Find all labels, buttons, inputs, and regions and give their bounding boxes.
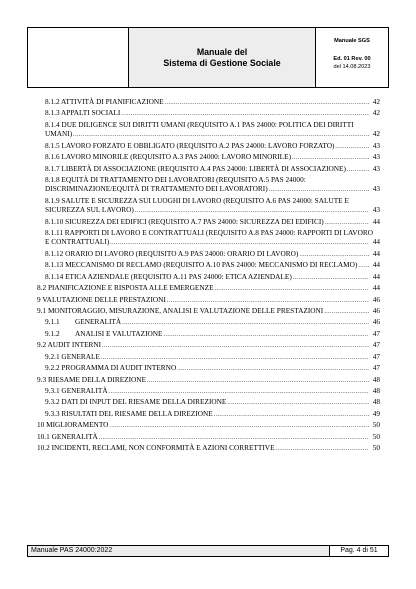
toc-entry[interactable] <box>37 249 380 260</box>
logo-area <box>28 28 129 87</box>
toc-entry-text: 8.1.13 MECCANISMO DI RECLAMO (REQUISITO A.10 PAS 24000: MECCANISMO DI RECLAMO) <box>45 260 358 270</box>
toc-entry-text: 9.3.3 RISULTATI DEL RIESAME DELLA DIREZIONE <box>45 408 213 418</box>
toc-page-number: 49 <box>372 408 380 418</box>
toc-page-number: 48 <box>372 397 380 407</box>
toc-leader <box>109 388 369 397</box>
toc-page-number: 44 <box>372 271 380 281</box>
doc-edition: Ed. 01 Rev. 00 <box>333 56 371 62</box>
toc-page-number: 46 <box>372 317 380 327</box>
toc-page-number: 50 <box>372 431 380 441</box>
header-doc-info <box>316 28 388 87</box>
toc-entry[interactable] <box>37 152 380 163</box>
toc-entry-text: DISCRIMINAZIONE/EQUITÀ DI TRATTAMENTO DEI LAVORATORI) <box>45 184 268 194</box>
toc-leader <box>293 274 369 283</box>
toc-entry-text: 10.1 GENERALITÀ <box>37 431 98 441</box>
toc-entry-text: 9.2 AUDIT INTERNI <box>37 340 102 350</box>
toc-entry[interactable] <box>37 129 380 140</box>
toc-page-number: 43 <box>372 140 380 150</box>
toc-page-number: 47 <box>372 340 380 350</box>
toc-entry-text: SICUREZZA SUL LAVORO) <box>45 205 134 215</box>
toc-entry[interactable] <box>37 443 380 454</box>
toc-leader <box>101 354 369 363</box>
toc-page-number: 43 <box>372 152 380 162</box>
toc-entry-text: 9.3.2 DATI DI INPUT DEL RIESAME DELLA DIREZIONE <box>45 397 227 407</box>
toc-entry-text: 8.1.6 LAVORO MINORILE (REQUISITO A.3 PAS 24000: LAVORO MINORILE) <box>45 152 292 162</box>
toc-entry[interactable] <box>37 375 380 386</box>
page-header <box>27 27 389 88</box>
toc-entry-text: 10 MIGLIORAMENTO <box>37 420 109 430</box>
toc-entry[interactable] <box>37 217 380 228</box>
toc-entry-text: 9.1 MONITORAGGIO, MISURAZIONE, ANALISI E VALUTAZIONE DELLE PRESTAZIONI <box>37 306 324 316</box>
toc-entry[interactable] <box>37 397 380 408</box>
toc-entry-text: 8.1.5 LAVORO FORZATO E OBBLIGATO (REQUISITO A.2 PAS 24000: LAVORO FORZATO) <box>45 140 335 150</box>
toc-entry[interactable] <box>37 205 380 216</box>
toc-entry[interactable] <box>37 409 380 420</box>
toc-page-number: 42 <box>372 108 380 118</box>
toc-entry-text: GENERALITÀ <box>75 317 122 327</box>
toc-page-number: 50 <box>372 420 380 430</box>
toc-leader <box>227 399 369 408</box>
toc-page-number: 47 <box>372 363 380 373</box>
toc-leader <box>347 166 369 175</box>
toc-leader <box>167 297 369 306</box>
toc-entry[interactable] <box>37 164 380 175</box>
toc-entry-text: 8.1.12 ORARIO DI LAVORO (REQUISITO A.9 PAS 24000: ORARIO DI LAVORO) <box>45 248 299 258</box>
toc-leader <box>299 251 369 260</box>
toc-entry-text: 9.3 RIESAME DELLA DIREZIONE <box>37 374 147 384</box>
toc-page-number: 44 <box>372 216 380 226</box>
toc-entry-number: 9.1.2 <box>45 328 60 338</box>
toc-leader <box>177 365 369 374</box>
toc-page-number: 43 <box>372 184 380 194</box>
toc-entry-text: UMANI) <box>45 129 73 139</box>
toc-entry-text: E CONTRATTUALI) <box>45 237 110 247</box>
toc-leader <box>109 422 369 431</box>
toc-leader <box>99 434 369 443</box>
toc-leader <box>121 110 369 119</box>
toc-leader <box>214 411 369 420</box>
toc-leader <box>215 285 369 294</box>
toc-entry-text: 8.1.7 LIBERTÀ DI ASSOCIAZIONE (REQUISITO A.4 PAS 24000: LIBERTÀ DI ASSOCIAZIONE) <box>45 163 346 173</box>
toc-page-number: 48 <box>372 374 380 384</box>
toc-leader <box>276 445 369 454</box>
page-footer <box>27 545 389 557</box>
toc-page-number: 46 <box>372 294 380 304</box>
toc-entry-text[interactable]: 8.1.4 DUE DILIGENCE SUI DIRITTI UMANI (REQUISITO A.1 PAS 24000: POLITICA DEI DIRITTI <box>45 119 354 129</box>
footer-page-number: Pag. 4 di 51 <box>340 547 378 554</box>
toc-page-number: 47 <box>372 351 380 361</box>
toc-entry[interactable] <box>37 283 380 294</box>
toc-entry[interactable] <box>37 306 380 317</box>
toc-entry[interactable] <box>37 363 380 374</box>
toc-page-number: 44 <box>372 283 380 293</box>
toc-entry-text: 9.2.2 PROGRAMMA DI AUDIT INTERNO <box>45 363 177 373</box>
toc-page-number: 43 <box>372 205 380 215</box>
toc-entry-text: 8.1.14 ETICA AZIENDALE (REQUISITO A.11 PAS 24000: ETICA AZIENDALE) <box>45 271 292 281</box>
toc-leader <box>102 342 369 351</box>
toc-leader <box>73 131 369 140</box>
toc-entry-text: 8.2 PIANIFICAZIONE E RISPOSTA ALLE EMERGENZE <box>37 283 214 293</box>
toc-entry[interactable] <box>37 340 380 351</box>
toc-leader <box>122 319 369 328</box>
toc-leader <box>135 207 369 216</box>
toc-entry[interactable] <box>37 329 380 340</box>
toc-leader <box>358 262 369 271</box>
toc-entry[interactable] <box>37 386 380 397</box>
toc-page-number: 48 <box>372 385 380 395</box>
toc-entry[interactable] <box>37 432 380 443</box>
toc-entry-text[interactable]: 8.1.11 RAPPORTI DI LAVORO E CONTRATTUALI (REQUISITO A.8 PAS 24000: RAPPORTI DI LAVORO <box>45 228 373 238</box>
toc-entry-text: 10.2 INCIDENTI, RECLAMI, NON CONFORMITÀ E AZIONI CORRETTIVE <box>37 443 275 453</box>
toc-page-number: 46 <box>372 306 380 316</box>
toc-entry-text[interactable]: 8.1.9 SALUTE E SICUREZZA SUI LUOGHI DI LAVORO (REQUISITO A.6 PAS 24000: SALUTE E <box>45 195 349 205</box>
toc-leader <box>335 143 369 152</box>
toc-entry[interactable] <box>37 317 380 328</box>
toc-leader <box>147 377 369 386</box>
toc-entry[interactable] <box>37 295 380 306</box>
toc-entry-text: 8.1.3 APPALTI SOCIALI <box>45 108 121 118</box>
toc-leader <box>165 99 369 108</box>
toc-entry-text: 9.3.1 GENERALITÀ <box>45 385 108 395</box>
toc-page-number: 42 <box>372 129 380 139</box>
toc-leader <box>325 219 369 228</box>
toc-entry-text: 9 VALUTAZIONE DELLE PRESTAZIONI <box>37 294 166 304</box>
toc-leader <box>269 186 369 195</box>
toc-entry-text[interactable]: 8.1.8 EQUITÀ DI TRATTAMENTO DEI LAVORATORI (REQUISITO A.5 PAS 24000: <box>45 174 306 184</box>
toc-page-number: 42 <box>372 97 380 106</box>
toc-page-number: 44 <box>372 237 380 247</box>
toc-entry[interactable] <box>37 260 380 271</box>
header-title <box>129 28 316 87</box>
toc-leader <box>292 154 369 163</box>
toc-entry[interactable] <box>37 352 380 363</box>
doc-code: Manuale SGS <box>334 38 370 44</box>
toc-leader <box>110 239 369 248</box>
toc-entry-text: ANALISI E VALUTAZIONE <box>75 328 163 338</box>
toc-entry-text: 8.1.2 ATTIVITÀ DI PIANIFICAZIONE <box>45 97 164 106</box>
header-title-line2: Sistema di Gestione Sociale <box>163 57 281 68</box>
toc-entry[interactable] <box>37 272 380 283</box>
toc-entry-text: 8.1.10 SICUREZZA DEI EDIFICI (REQUISITO A.7 PAS 24000: SICUREZZA DEI EDIFICI) <box>45 216 324 226</box>
header-title-line1: Manuale del <box>196 46 248 57</box>
toc-entry[interactable] <box>37 141 380 152</box>
toc-entry[interactable] <box>37 108 380 119</box>
toc-page-number: 47 <box>372 328 380 338</box>
toc-page-number: 50 <box>372 443 380 453</box>
toc-entry-text: 9.2.1 GENERALE <box>45 351 100 361</box>
toc-page-number: 44 <box>372 248 380 258</box>
toc-entry[interactable] <box>37 184 380 195</box>
toc-leader <box>164 331 369 340</box>
doc-date: del 14.08.2023 <box>333 63 371 70</box>
toc-page-number: 43 <box>372 163 380 173</box>
toc-page-number: 44 <box>372 260 380 270</box>
table-of-contents <box>37 97 380 455</box>
toc-leader <box>324 308 369 317</box>
toc-entry[interactable] <box>37 420 380 431</box>
toc-entry[interactable] <box>37 237 380 248</box>
toc-entry[interactable] <box>37 97 380 108</box>
toc-entry-number: 9.1.1 <box>45 317 60 327</box>
footer-doc-title: Manuale PAS 24000:2022 <box>28 546 330 556</box>
